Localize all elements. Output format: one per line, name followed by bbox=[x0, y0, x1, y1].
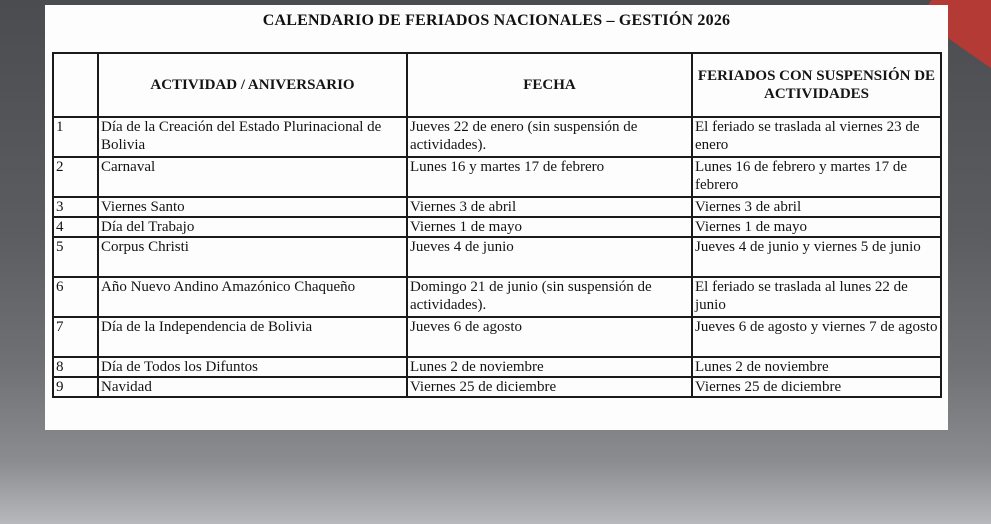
row-activity: Navidad bbox=[98, 377, 407, 397]
row-number: 1 bbox=[53, 117, 98, 157]
row-suspension: Jueves 6 de agosto y viernes 7 de agosto bbox=[692, 317, 941, 357]
row-suspension: El feriado se traslada al lunes 22 de junio bbox=[692, 277, 941, 317]
row-date: Viernes 3 de abril bbox=[407, 197, 692, 217]
document-title: CALENDARIO DE FERIADOS NACIONALES – GESTIÓN 2026 bbox=[262, 12, 731, 29]
table-row bbox=[53, 197, 941, 217]
row-activity: Día del Trabajo bbox=[98, 217, 407, 237]
table-row bbox=[53, 377, 941, 397]
row-activity: Corpus Christi bbox=[98, 237, 407, 277]
row-activity: Día de Todos los Difuntos bbox=[98, 357, 407, 377]
table-row bbox=[53, 217, 941, 237]
row-suspension: Jueves 4 de junio y viernes 5 de junio bbox=[692, 237, 941, 277]
row-activity: Día de la Creación del Estado Plurinacional de Bolivia bbox=[98, 117, 407, 157]
row-suspension: Viernes 3 de abril bbox=[692, 197, 941, 217]
header-date: FECHA bbox=[407, 53, 692, 117]
row-number: 3 bbox=[53, 197, 98, 217]
row-number: 9 bbox=[53, 377, 98, 397]
header-activity: ACTIVIDAD / ANIVERSARIO bbox=[98, 53, 407, 117]
row-date: Lunes 16 y martes 17 de febrero bbox=[407, 157, 692, 197]
row-date: Viernes 25 de diciembre bbox=[407, 377, 692, 397]
row-date: Lunes 2 de noviembre bbox=[407, 357, 692, 377]
row-date: Jueves 6 de agosto bbox=[407, 317, 692, 357]
row-number: 6 bbox=[53, 277, 98, 317]
table-header-row bbox=[53, 53, 941, 117]
table-row bbox=[53, 277, 941, 317]
table-row bbox=[53, 237, 941, 277]
table-row bbox=[53, 357, 941, 377]
row-suspension: Viernes 25 de diciembre bbox=[692, 377, 941, 397]
row-number: 7 bbox=[53, 317, 98, 357]
row-activity: Viernes Santo bbox=[98, 197, 407, 217]
row-activity: Día de la Independencia de Bolivia bbox=[98, 317, 407, 357]
table-row bbox=[53, 117, 941, 157]
row-number: 8 bbox=[53, 357, 98, 377]
row-suspension: Viernes 1 de mayo bbox=[692, 217, 941, 237]
holiday-document bbox=[45, 5, 948, 430]
row-activity: Carnaval bbox=[98, 157, 407, 197]
header-number bbox=[53, 53, 98, 117]
row-date: Domingo 21 de junio (sin suspensión de actividades). bbox=[407, 277, 692, 317]
row-date: Viernes 1 de mayo bbox=[407, 217, 692, 237]
row-number: 5 bbox=[53, 237, 98, 277]
row-number: 4 bbox=[53, 217, 98, 237]
table-row bbox=[53, 157, 941, 197]
row-date: Jueves 22 de enero (sin suspensión de actividades). bbox=[407, 117, 692, 157]
holidays-table bbox=[52, 52, 942, 398]
row-date: Jueves 4 de junio bbox=[407, 237, 692, 277]
row-number: 2 bbox=[53, 157, 98, 197]
row-suspension: Lunes 16 de febrero y martes 17 de febrero bbox=[692, 157, 941, 197]
table-row bbox=[53, 317, 941, 357]
row-suspension: El feriado se traslada al viernes 23 de enero bbox=[692, 117, 941, 157]
row-activity: Año Nuevo Andino Amazónico Chaqueño bbox=[98, 277, 407, 317]
row-suspension: Lunes 2 de noviembre bbox=[692, 357, 941, 377]
header-suspension: FERIADOS CON SUSPENSIÓN DE ACTIVIDADES bbox=[692, 53, 941, 117]
